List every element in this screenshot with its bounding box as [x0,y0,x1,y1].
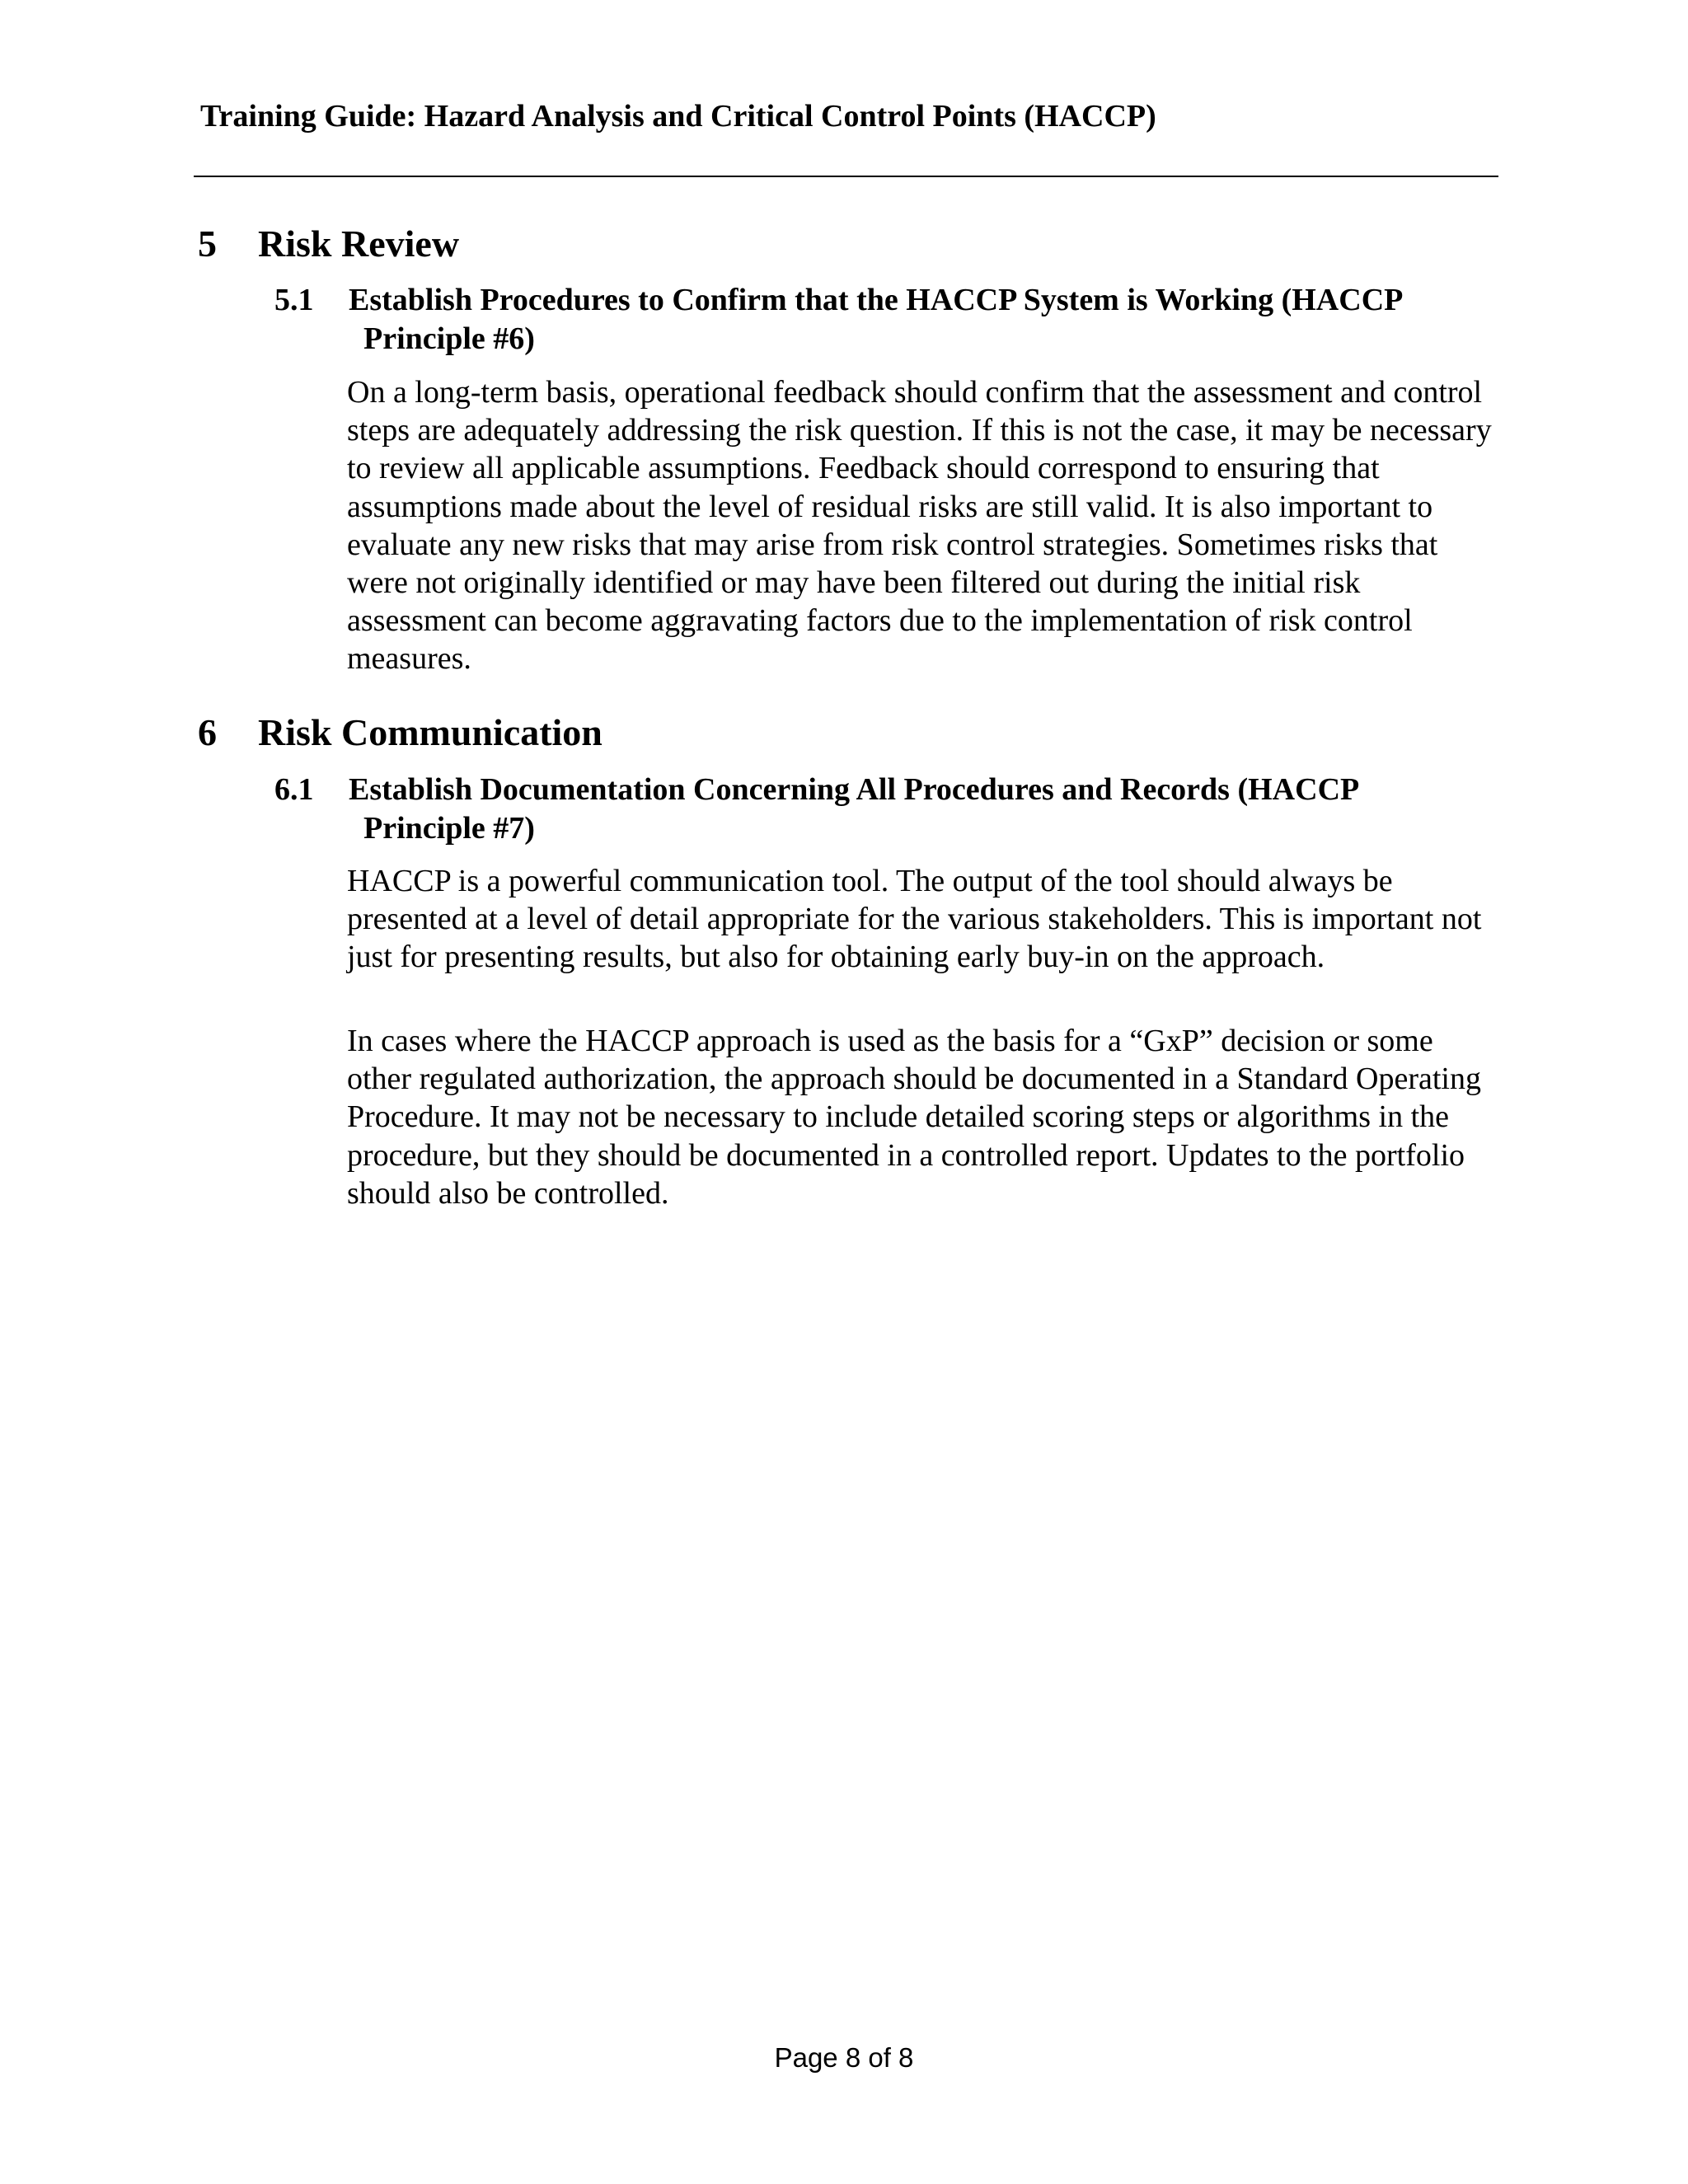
document-header-title: Training Guide: Hazard Analysis and Critical Control Points (HACCP) [200,99,1156,134]
subsection-title-line1: Establish Documentation Concerning All Procedures and Records (HACCP [349,772,1360,807]
section-heading-risk-communication [198,710,603,756]
header-divider [194,176,1498,177]
subsection-title-line2: Principle #7) [363,811,535,846]
section-title: Risk Communication [258,711,603,753]
paragraph-risk-review: On a long-term basis, operational feedback should confirm that the assessment and control steps are adequately addressing the risk question. If this is not the case, it may be necessary to review all applicable assumptions. Feedback should correspond to ensuring that assumptions made about the level of residual risks are still valid. It is also important to evaluate any new risks that may arise from risk control strategies. Sometimes risks that were not originally identified or may have been filtered out during the initial risk assessment can become aggravating factors due to the implementation of risk control measures. [347,375,1492,677]
subsection-title-line2: Principle #6) [363,321,535,356]
section-heading-risk-review [198,221,459,267]
subsection-number: 5.1 [274,283,314,317]
section-number: 6 [198,711,217,753]
paragraph-haccp-communication-tool: HACCP is a powerful communication tool. The output of the tool should always be presented at a level of detail appropriate for the various stakeholders. This is important not just for presenting results, but also for obtaining early buy-in on the approach. [347,864,1482,975]
page-number: Page 8 of 8 [774,2042,914,2073]
subsection-number: 6.1 [274,772,314,807]
section-title: Risk Review [258,223,460,265]
subsection-heading-5-1 [274,281,1478,359]
paragraph-gxp-documentation: In cases where the HACCP approach is used as the basis for a “GxP” decision or some other regulated authorization, the approach should be documented in a Standard Operating Procedure. It may not be necessary to include detailed scoring steps or algorithms in the procedure, but they should be documented in a controlled report. Updates to the portfolio should also be controlled. [347,1024,1481,1211]
section-number: 5 [198,223,217,265]
subsection-title-line1: Establish Procedures to Confirm that the HACCP System is Working (HACCP [349,283,1404,317]
subsection-heading-6-1 [274,771,1478,848]
